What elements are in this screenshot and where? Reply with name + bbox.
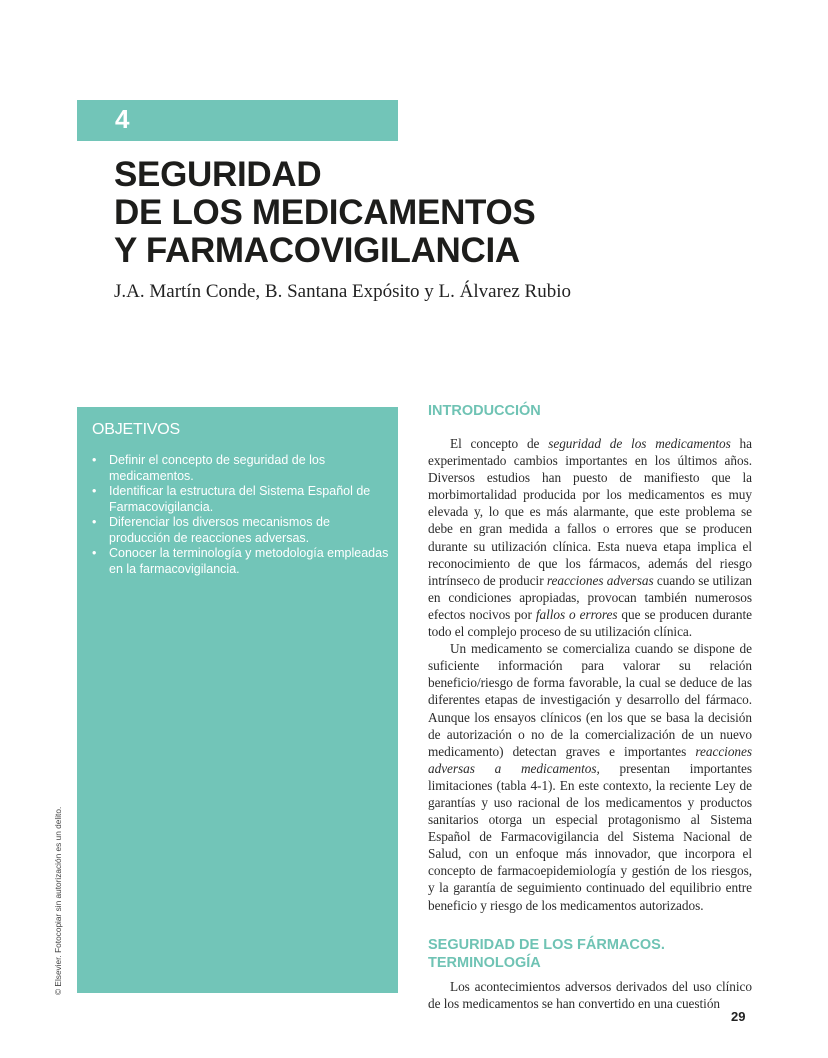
section-heading-line: SEGURIDAD DE LOS FÁRMACOS.: [428, 936, 665, 953]
italic-term: fallos o errores: [535, 606, 618, 622]
objetivos-item: • Identificar la estructura del Sistema Español de Farmacovigilancia.: [91, 484, 391, 515]
text-run: El concepto de: [450, 436, 549, 451]
section-heading-introduccion: INTRODUCCIÓN: [428, 403, 541, 419]
objetivos-box: [77, 407, 398, 993]
chapter-authors: J.A. Martín Conde, B. Santana Expósito y L. Álvarez Rubio: [114, 281, 571, 302]
chapter-number-bar: [77, 100, 398, 141]
text-run: Un medicamento se comercializa cuando se dispone de suficiente información para valorar su relación beneficio/riesgo de forma favorable, la cual se deduce de las diferentes etapas de investigación y desarrollo del fármaco. Aunque los ensayos clínicos (en los que se basa la decisión de autorización o no de la comercialización de un nuevo medicamento) detectan graves e importantes: [428, 641, 752, 759]
text-run: cuando se utilizan en condiciones apropiadas, provocan también numerosos efectos nocivos por: [428, 572, 753, 622]
text-run: que se producen durante todo el complejo proceso de su utilización clínica.: [428, 606, 752, 640]
italic-term: reacciones adversas a medicamentos,: [428, 743, 752, 776]
chapter-title-line-3: Y FARMACOVIGILANCIA: [114, 231, 520, 270]
main-text-column: [428, 402, 752, 1012]
chapter-number: 4: [115, 104, 130, 134]
italic-term: seguridad de los medicamentos: [548, 436, 731, 451]
text-run: ha experimentado cambios importantes en los últimos años. Diversos estudios han puesto de manifiesto que la morbimortalidad producida por los medicamentos es muy elevada y, lo que es más alarmante, que este problema se debe en gran medida a fallos o errores que se producen durante su utilización clínica. Esta nueva etapa implica el reconocimiento de que los fármacos, además del riesgo intrínseco de producir: [428, 436, 752, 588]
objetivos-title: OBJETIVOS: [92, 421, 180, 438]
italic-term: reacciones adversas: [546, 572, 654, 588]
objetivos-list: [91, 453, 391, 577]
text-run: presentan importantes limitaciones (tabla 4-1). En este contexto, la reciente Ley de garantías y uso racional de los medicamentos y productos sanitarios otorga un especial protagonismo al Sistema Español de Farmacovigilancia del Sistema Nacional de Salud, con un enfoque más innovador, que incorpora el concepto de farmacoepidemiología y gestión de los riesgos, y la garantía de seguimiento continuado del equilibrio entre beneficio y riesgo de los medicamentos autorizados.: [428, 760, 752, 913]
objetivos-item: • Conocer la terminología y metodología empleadas en la farmacovigilancia.: [91, 546, 391, 577]
copyright-notice: © Elsevier. Fotocopiar sin autorización es un delito.: [53, 806, 63, 995]
chapter-title: [114, 156, 535, 270]
intro-paragraph-2: [428, 640, 752, 914]
chapter-title-line-2: DE LOS MEDICAMENTOS: [114, 193, 536, 232]
page-number: 29: [731, 1009, 746, 1024]
intro-paragraph-1: [428, 435, 752, 640]
objetivos-item: • Definir el concepto de seguridad de los medicamentos.: [91, 453, 391, 484]
section-heading-line: TERMINOLOGÍA: [428, 954, 541, 971]
objetivos-item: • Diferenciar los diversos mecanismos de producción de reacciones adversas.: [91, 515, 391, 546]
seguridad-paragraph-1: Los acontecimientos adversos derivados del uso clínico de los medicamentos se han convertido en una cuestión: [428, 978, 752, 1011]
chapter-title-line-1: SEGURIDAD: [114, 155, 322, 194]
section-heading-seguridad: [428, 936, 752, 972]
